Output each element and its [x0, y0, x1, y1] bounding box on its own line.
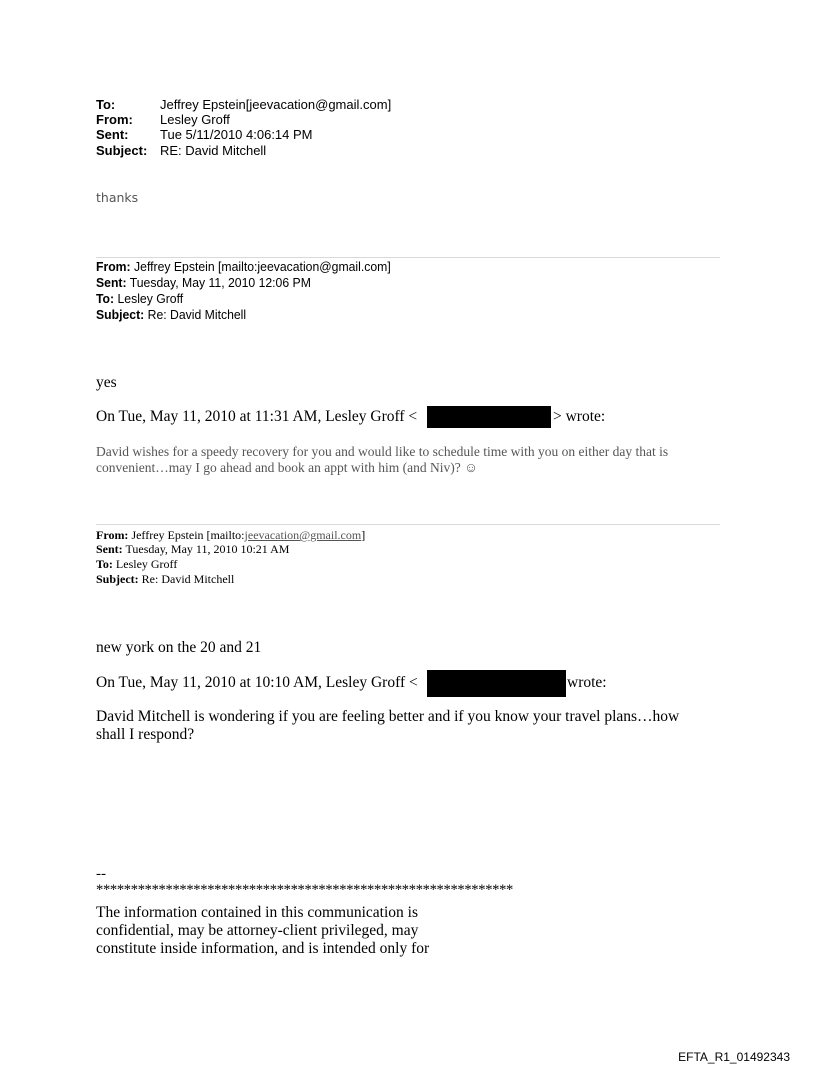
msg4-attrib-prefix: On Tue, May 11, 2010 at 10:10 AM, Lesley Groff < [96, 674, 418, 691]
q2-from-name: Jeffrey Epstein [mailto: [131, 528, 245, 542]
subject-label: Subject: [96, 143, 148, 158]
msg4-attrib-suffix: wrote: [567, 674, 607, 691]
msg4-body: new york on the 20 and 21 [96, 639, 262, 656]
msg2-body: yes [96, 374, 117, 391]
disclaimer-line2: confidential, may be attorney-client privileged, may [96, 922, 419, 939]
redaction-block [427, 406, 551, 428]
q2-to-label: To: [96, 557, 113, 571]
q2-subject-label: Subject: [96, 572, 139, 586]
q2-subject-value: Re: David Mitchell [141, 572, 235, 586]
sent-label: Sent: [96, 127, 129, 142]
q2-sent-label: Sent: [96, 542, 123, 556]
q1-sent-label: Sent: [96, 275, 127, 290]
reply-body: thanks [96, 190, 139, 205]
q1-from-label: From: [96, 259, 131, 274]
q1-subject-value: Re: David Mitchell [147, 307, 247, 322]
q2-to-value: Lesley Groff [115, 557, 178, 571]
from-label: From: [96, 112, 133, 127]
q2-sent-value: Tuesday, May 11, 2010 10:21 AM [125, 542, 290, 556]
q1-from-value: Jeffrey Epstein [mailto:jeevacation@gmail.com] [134, 259, 391, 274]
sent-value: Tue 5/11/2010 4:06:14 PM [160, 127, 313, 142]
q2-from-label: From: [96, 528, 129, 542]
q2-email-link[interactable]: jeevacation@gmail.com [244, 528, 362, 542]
disclaimer-line3: constitute inside information, and is intended only for [96, 940, 430, 957]
divider [96, 524, 720, 525]
q1-to-label: To: [96, 291, 115, 306]
msg5-body-line2: shall I respond? [96, 726, 195, 743]
msg5-body-line1: David Mitchell is wondering if you are feeling better and if you know your travel plans…how [96, 708, 680, 725]
divider [96, 257, 720, 258]
to-label: To: [96, 97, 116, 112]
msg3-body-line1: David wishes for a speedy recovery for you and would like to schedule time with you on either day that is [96, 444, 669, 459]
redaction-block [427, 670, 566, 697]
sig-dashes: -- [96, 866, 106, 882]
q2-from-close: ] [361, 528, 366, 542]
document-id: EFTA_R1_01492343 [678, 1050, 790, 1064]
disclaimer-line1: The information contained in this communication is [96, 904, 418, 921]
q1-sent-value: Tuesday, May 11, 2010 12:06 PM [129, 275, 311, 290]
subject-value: RE: David Mitchell [160, 143, 267, 158]
msg2-attrib-prefix: On Tue, May 11, 2010 at 11:31 AM, Lesley Groff < [96, 408, 418, 425]
msg2-attrib-suffix: > wrote: [553, 408, 606, 425]
q1-to-value: Lesley Groff [117, 291, 184, 306]
q1-subject-label: Subject: [96, 307, 145, 322]
sig-stars: ************************************************************ [96, 882, 514, 898]
msg3-body-line2: convenient…may I go ahead and book an appt with him (and Niv)? ☺ [96, 460, 478, 475]
from-value: Lesley Groff [160, 112, 230, 127]
to-value: Jeffrey Epstein[jeevacation@gmail.com] [160, 97, 392, 112]
